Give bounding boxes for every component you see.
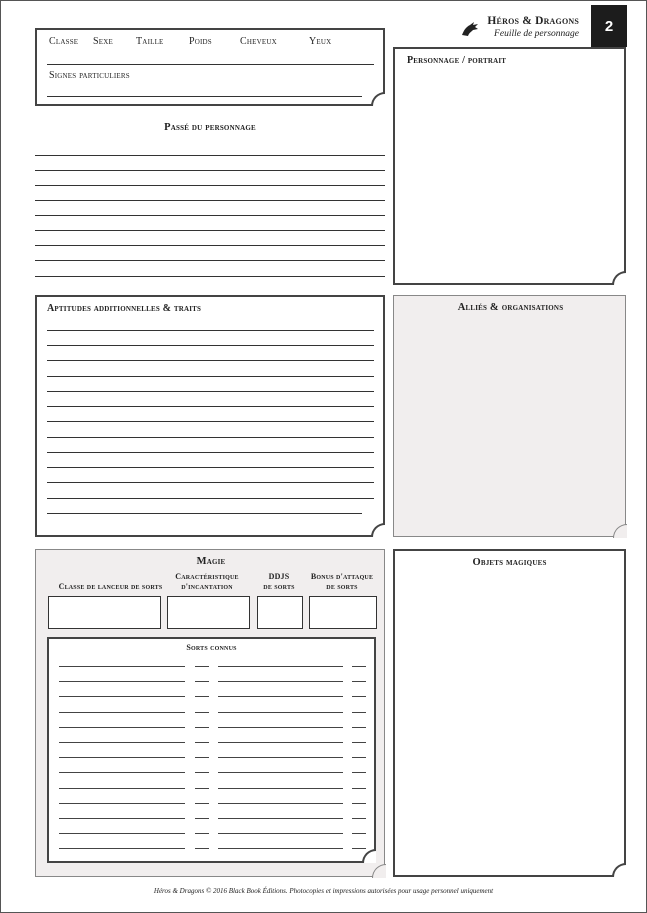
aptitudes-line[interactable]	[47, 513, 362, 514]
aptitudes-line[interactable]	[47, 330, 374, 331]
classe-lanceur-field[interactable]	[48, 596, 161, 629]
aptitudes-line[interactable]	[47, 452, 374, 453]
spell-line[interactable]	[195, 788, 209, 789]
spell-line[interactable]	[59, 742, 185, 743]
spell-line[interactable]	[352, 803, 366, 804]
aptitudes-line[interactable]	[47, 421, 374, 422]
passe-line[interactable]	[35, 185, 385, 186]
passe-line[interactable]	[35, 245, 385, 246]
spell-line[interactable]	[218, 848, 343, 849]
spell-line[interactable]	[59, 712, 185, 713]
aptitudes-title: Aptitudes additionnelles & traits	[47, 303, 202, 314]
spell-line[interactable]	[352, 681, 366, 682]
field-taille-label: Taille	[136, 36, 164, 47]
bonus-attaque-field[interactable]	[309, 596, 377, 629]
spell-line[interactable]	[352, 848, 366, 849]
spell-line[interactable]	[218, 681, 343, 682]
spell-line[interactable]	[195, 803, 209, 804]
spell-line[interactable]	[59, 681, 185, 682]
spell-line[interactable]	[195, 666, 209, 667]
spell-line[interactable]	[195, 696, 209, 697]
aptitudes-line[interactable]	[47, 391, 374, 392]
field-yeux-label: Yeux	[309, 36, 332, 47]
passe-line[interactable]	[35, 230, 385, 231]
spell-line[interactable]	[352, 666, 366, 667]
spell-line[interactable]	[352, 696, 366, 697]
spell-line[interactable]	[352, 712, 366, 713]
passe-title: Passé du personnage	[164, 122, 256, 133]
spell-line[interactable]	[59, 788, 185, 789]
spell-line[interactable]	[195, 818, 209, 819]
spell-line[interactable]	[195, 833, 209, 834]
signes-particuliers-label: Signes particuliers	[49, 70, 130, 81]
sorts-connus-box	[47, 637, 376, 863]
aptitudes-line[interactable]	[47, 360, 374, 361]
spell-line[interactable]	[218, 757, 343, 758]
spell-line[interactable]	[352, 833, 366, 834]
spell-line[interactable]	[352, 818, 366, 819]
portrait-box[interactable]	[393, 47, 626, 285]
magie-col3-label: DDJS de sorts	[263, 572, 295, 591]
caracteristique-field[interactable]	[167, 596, 250, 629]
spell-line[interactable]	[59, 772, 185, 773]
spell-line[interactable]	[195, 772, 209, 773]
passe-line[interactable]	[35, 215, 385, 216]
spell-line[interactable]	[59, 833, 185, 834]
spell-line[interactable]	[352, 788, 366, 789]
spell-line[interactable]	[195, 848, 209, 849]
spell-line[interactable]	[59, 818, 185, 819]
page-number: 2	[591, 5, 627, 47]
passe-line[interactable]	[35, 155, 385, 156]
spell-line[interactable]	[218, 803, 343, 804]
aptitudes-line[interactable]	[47, 498, 374, 499]
objets-title: Objets magiques	[472, 557, 547, 568]
spell-line[interactable]	[218, 727, 343, 728]
field-poids-label: Poids	[189, 36, 212, 47]
footer-copyright: Héros & Dragons © 2016 Black Book Éditions. Photocopies et impressions autorisées pour usage personnel uniquement	[153, 887, 494, 895]
spell-line[interactable]	[59, 848, 185, 849]
spell-line[interactable]	[195, 727, 209, 728]
spell-line[interactable]	[218, 696, 343, 697]
objets-box[interactable]	[393, 549, 626, 877]
magie-col4-label: Bonus d'attaque de sorts	[310, 572, 374, 591]
aptitudes-line[interactable]	[47, 482, 374, 483]
portrait-title: Personnage / portrait	[407, 55, 507, 66]
spell-line[interactable]	[218, 666, 343, 667]
spell-line[interactable]	[59, 696, 185, 697]
aptitudes-line[interactable]	[47, 467, 374, 468]
passe-line[interactable]	[35, 200, 385, 201]
spell-line[interactable]	[195, 681, 209, 682]
aptitudes-line[interactable]	[47, 437, 374, 438]
aptitudes-box	[35, 295, 385, 537]
spell-line[interactable]	[218, 772, 343, 773]
spell-line[interactable]	[218, 818, 343, 819]
magie-col2-label: Caractéristique d'incantation	[175, 572, 239, 591]
spell-line[interactable]	[352, 772, 366, 773]
spell-line[interactable]	[218, 788, 343, 789]
spell-line[interactable]	[195, 742, 209, 743]
spell-line[interactable]	[218, 833, 343, 834]
spell-line[interactable]	[59, 727, 185, 728]
aptitudes-line[interactable]	[47, 376, 374, 377]
allies-title: Alliés & organisations	[457, 302, 564, 313]
brand-subtitle: Feuille de personnage	[494, 29, 579, 39]
magie-title: Magie	[196, 556, 226, 567]
field-cheveux-label: Cheveux	[240, 36, 277, 47]
magie-box	[35, 549, 385, 877]
spell-line[interactable]	[218, 742, 343, 743]
field-classe-label: Classe	[49, 36, 79, 47]
allies-box[interactable]	[393, 295, 626, 537]
spell-line[interactable]	[218, 712, 343, 713]
identity-box	[35, 28, 385, 106]
spell-line[interactable]	[59, 757, 185, 758]
spell-line[interactable]	[352, 727, 366, 728]
spell-line[interactable]	[195, 757, 209, 758]
magie-col1-label: Classe de lanceur de sorts	[58, 582, 163, 591]
brand-title: Héros & Dragons	[487, 15, 579, 27]
identity-input-line[interactable]	[47, 64, 374, 65]
field-sexe-label: Sexe	[93, 36, 113, 47]
signes-input-line[interactable]	[47, 96, 362, 97]
spell-line[interactable]	[195, 712, 209, 713]
passe-line[interactable]	[35, 276, 385, 277]
passe-line[interactable]	[35, 260, 385, 261]
spell-line[interactable]	[59, 803, 185, 804]
aptitudes-line[interactable]	[47, 406, 374, 407]
spell-line[interactable]	[59, 666, 185, 667]
spell-line[interactable]	[352, 757, 366, 758]
spell-line[interactable]	[352, 742, 366, 743]
aptitudes-line[interactable]	[47, 345, 374, 346]
ddjs-field[interactable]	[257, 596, 303, 629]
passe-line[interactable]	[35, 170, 385, 171]
sorts-connus-title: Sorts connus	[186, 643, 237, 652]
